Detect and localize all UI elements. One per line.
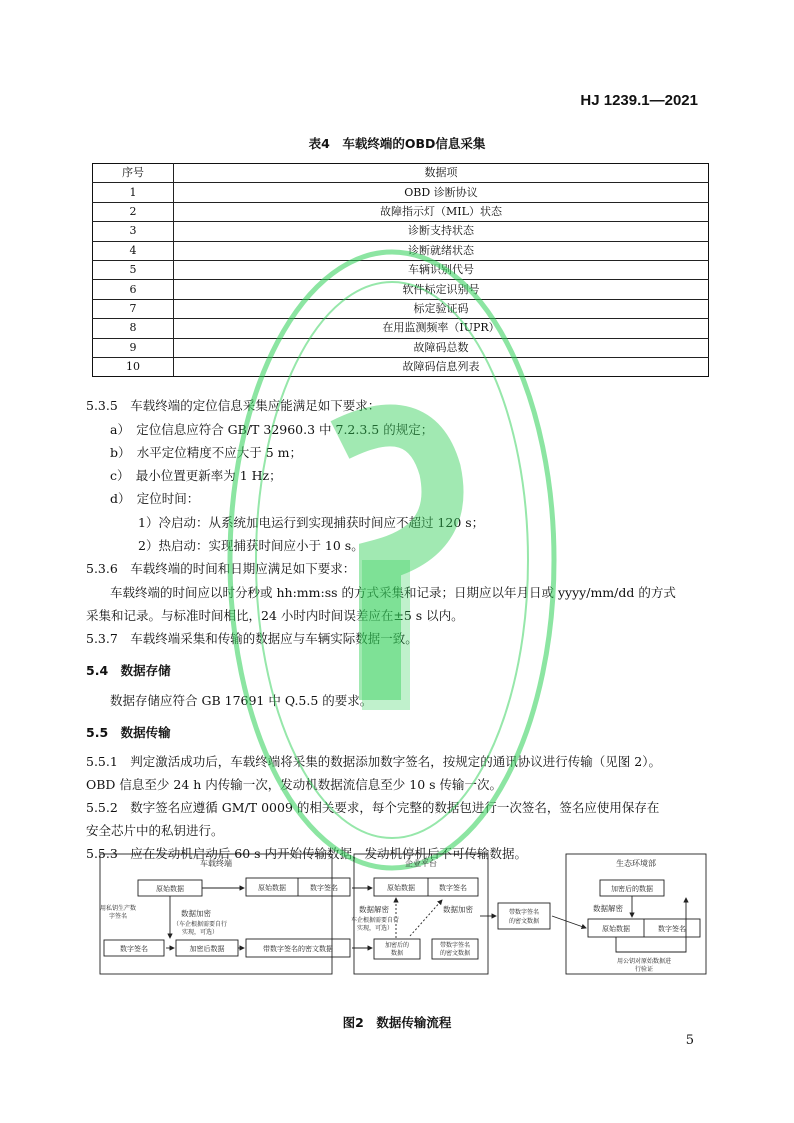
ministry-label: 生态环境部 (616, 859, 656, 868)
table-row (93, 260, 709, 279)
list-item-b: b） 水平定位精度不应大于 5 m； (110, 445, 303, 460)
section-heading-5-5: 5.5 数据传输 (86, 725, 171, 740)
ministry-box (566, 854, 706, 974)
terminal-label: 车载终端 (200, 859, 232, 868)
svg-text:加密后数据: 加密后数据 (189, 945, 225, 953)
row-number: 6 (93, 280, 174, 299)
row-number: 2 (93, 202, 174, 221)
svg-text:数字签名: 数字签名 (120, 945, 148, 953)
svg-text:字签名: 字签名 (108, 913, 128, 920)
svg-text:加密后的: 加密后的 (384, 942, 410, 949)
obd-info-table (92, 163, 709, 377)
clause-5-5-2: 5.5.2 数字签名应遵循 GM/T 0009 的相关要求，每个完整的数据包进行一次签名，签名应使用保存在 (86, 800, 660, 815)
svg-text:车企根据需要自行: 车企根据需要自行 (350, 917, 400, 924)
table-row (93, 280, 709, 299)
row-number: 1 (93, 183, 174, 202)
section-heading-5-4: 5.4 数据存储 (86, 663, 171, 678)
row-item: OBD 诊断协议 (174, 183, 709, 202)
svg-text:原始数据: 原始数据 (387, 884, 415, 892)
svg-text:带数字签名的密文数据: 带数字签名的密文数据 (263, 945, 333, 953)
table-header-row (93, 164, 709, 183)
svg-text:实现，可选）: 实现，可选） (356, 925, 394, 932)
svg-text:数字签名: 数字签名 (439, 884, 467, 892)
row-item: 诊断支持状态 (174, 222, 709, 241)
table-row (93, 183, 709, 202)
svg-text:的密文数据: 的密文数据 (508, 918, 540, 925)
table-row (93, 241, 709, 260)
svg-text:数据加密: 数据加密 (181, 909, 211, 918)
table-row (93, 319, 709, 338)
svg-text:实现，可选）: 实现，可选） (181, 929, 219, 936)
figure-caption: 图2 数据传输流程 (342, 1015, 452, 1030)
svg-text:原始数据: 原始数据 (602, 925, 630, 933)
sub-item-hot-start: 2）热启动：实现捕获时间应小于 10 s。 (138, 538, 364, 553)
svg-text:带数字签名: 带数字签名 (508, 909, 540, 916)
list-item-a: a） 定位信息应符合 GB/T 32960.3 中 7.2.3.5 的规定； (110, 422, 434, 437)
row-number: 7 (93, 299, 174, 318)
svg-text:的密文数据: 的密文数据 (439, 950, 471, 957)
table-row (93, 338, 709, 357)
row-item: 软件标定识别号 (174, 280, 709, 299)
row-number: 3 (93, 222, 174, 241)
svg-text:原始数据: 原始数据 (156, 885, 184, 893)
column-header-number: 序号 (93, 164, 174, 183)
row-number: 8 (93, 319, 174, 338)
clause-5-5-1-cont: OBD 信息至少 24 h 内传输一次，发动机数据流信息至少 10 s 传输一次。 (86, 777, 503, 792)
clause-5-3-6-text: 车载终端的时间应以时分秒或 hh:mm:ss 的方式采集和记录；日期应以年月日或 yyyy/mm/dd 的方式 (110, 585, 676, 600)
table-row (93, 222, 709, 241)
list-item-d: d） 定位时间： (110, 491, 200, 506)
svg-text:加密后的数据: 加密后的数据 (611, 885, 653, 893)
clause-5-5-2-cont: 安全芯片中的私钥进行。 (86, 823, 224, 838)
clause-5-5-1: 5.5.1 判定激活成功后，车载终端将采集的数据添加数字签名，按规定的通讯协议进行传输（见图 2）。 (86, 754, 661, 769)
table-row (93, 299, 709, 318)
row-number: 4 (93, 241, 174, 260)
data-transmission-diagram (96, 850, 716, 985)
row-number: 10 (93, 357, 174, 376)
svg-text:用公钥对原始数据进: 用公钥对原始数据进 (616, 958, 672, 965)
svg-text:数据解密: 数据解密 (359, 905, 389, 914)
svg-text:原始数据: 原始数据 (258, 884, 286, 892)
enterprise-label: 企业平台 (405, 859, 437, 868)
svg-text:数据加密: 数据加密 (443, 905, 473, 914)
svg-text:行验证: 行验证 (634, 966, 654, 973)
svg-text:用私钥生产数: 用私钥生产数 (99, 905, 137, 912)
document-code: HJ 1239.1—2021 (580, 92, 698, 109)
row-item: 故障码信息列表 (174, 357, 709, 376)
page-number: 5 (685, 1033, 694, 1048)
sub-item-cold-start: 1）冷启动：从系统加电运行到实现捕获时间应不超过 120 s； (138, 515, 485, 530)
clause-5-4-text: 数据存储应符合 GB 17691 中 Q.5.5 的要求。 (110, 693, 373, 708)
svg-text:数据解密: 数据解密 (593, 904, 623, 913)
svg-text:带数字签名: 带数字签名 (439, 942, 471, 949)
svg-text:数字签名: 数字签名 (658, 925, 686, 933)
table-row (93, 357, 709, 376)
clause-5-3-6-text-cont: 采集和记录。与标准时间相比，24 小时内时间误差应在±5 s 以内。 (86, 608, 464, 623)
svg-text:数据: 数据 (390, 950, 404, 957)
row-item: 车辆识别代号 (174, 260, 709, 279)
svg-text:数字签名: 数字签名 (310, 884, 338, 892)
row-item: 故障指示灯（MIL）状态 (174, 202, 709, 221)
table-row (93, 202, 709, 221)
row-item: 标定验证码 (174, 299, 709, 318)
clause-5-3-5: 5.3.5 车载终端的定位信息采集应能满足如下要求： (86, 398, 381, 413)
svg-text:（车企根据需要自行: （车企根据需要自行 (172, 921, 228, 928)
clause-5-3-7: 5.3.7 车载终端采集和传输的数据应与车辆实际数据一致。 (86, 631, 418, 646)
clause-5-5-3: 5.5.3 应在发动机启动后 60 s 内开始传输数据，发动机停机后不可传输数据。 (86, 846, 528, 861)
row-item: 诊断就绪状态 (174, 241, 709, 260)
column-header-item: 数据项 (174, 164, 709, 183)
table-caption: 表4 车载终端的OBD信息采集 (308, 136, 486, 151)
row-number: 9 (93, 338, 174, 357)
row-item: 故障码总数 (174, 338, 709, 357)
list-item-c: c） 最小位置更新率为 1 Hz； (110, 468, 282, 483)
row-number: 5 (93, 260, 174, 279)
row-item: 在用监测频率（IUPR） (174, 319, 709, 338)
clause-5-3-6: 5.3.6 车载终端的时间和日期应满足如下要求： (86, 561, 356, 576)
